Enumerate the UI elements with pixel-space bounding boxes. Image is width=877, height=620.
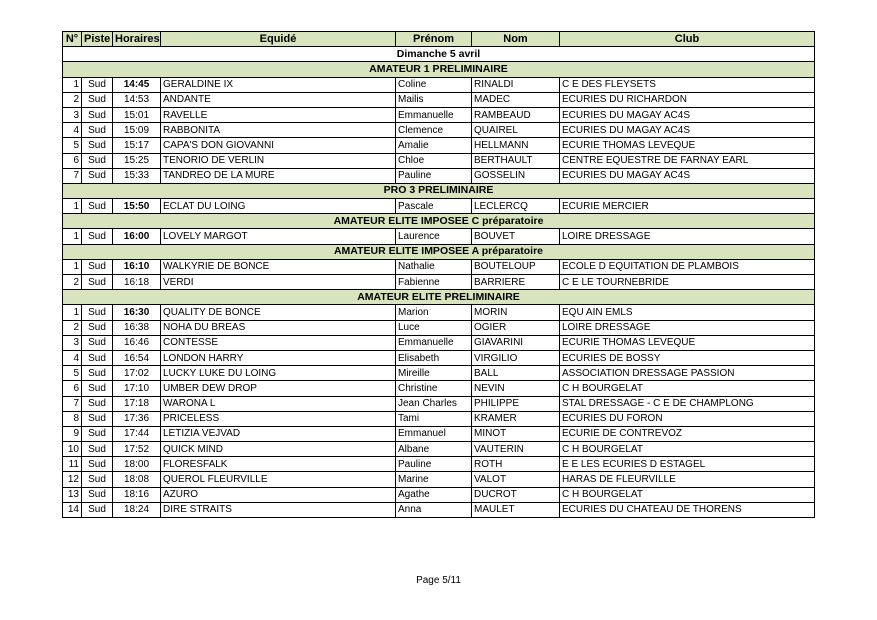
- cell-equide: FLORESFALK: [161, 457, 396, 472]
- cell-nom: VAUTERIN: [472, 442, 560, 457]
- cell-prenom: Amalie: [396, 138, 472, 153]
- cell-club: ECURIES DU MAGAY AC4S: [560, 123, 815, 138]
- cell-club: C H BOURGELAT: [560, 487, 815, 502]
- cell-nom: MORIN: [472, 305, 560, 320]
- cell-number: 6: [63, 381, 82, 396]
- cell-equide: ANDANTE: [161, 92, 396, 107]
- cell-nom: OGIER: [472, 320, 560, 335]
- section-title: AMATEUR ELITE IMPOSEE C préparatoire: [63, 214, 815, 229]
- cell-nom: MAULET: [472, 502, 560, 517]
- cell-horaire: 17:36: [113, 411, 161, 426]
- cell-club: ECURIE THOMAS LEVEQUE: [560, 138, 815, 153]
- cell-club: ECURIES DU CHATEAU DE THORENS: [560, 502, 815, 517]
- cell-horaire: 18:00: [113, 457, 161, 472]
- cell-horaire: 15:09: [113, 123, 161, 138]
- cell-club: ECURIES DU MAGAY AC4S: [560, 107, 815, 122]
- table-row: [63, 381, 815, 396]
- header-number: N°: [63, 32, 82, 47]
- cell-prenom: Emmanuelle: [396, 107, 472, 122]
- section-header-row: [63, 183, 815, 198]
- cell-prenom: Marine: [396, 472, 472, 487]
- page-number: Page 5/11: [416, 575, 461, 586]
- table-row: [63, 335, 815, 350]
- cell-horaire: 17:02: [113, 366, 161, 381]
- cell-horaire: 15:25: [113, 153, 161, 168]
- cell-equide: CAPA'S DON GIOVANNI: [161, 138, 396, 153]
- cell-club: ASSOCIATION DRESSAGE PASSION: [560, 366, 815, 381]
- cell-piste: Sud: [82, 442, 113, 457]
- cell-number: 9: [63, 426, 82, 441]
- cell-nom: NEVIN: [472, 381, 560, 396]
- cell-nom: VIRGILIO: [472, 350, 560, 365]
- cell-prenom: Fabienne: [396, 275, 472, 290]
- cell-piste: Sud: [82, 366, 113, 381]
- cell-equide: LONDON HARRY: [161, 350, 396, 365]
- cell-nom: DUCROT: [472, 487, 560, 502]
- cell-prenom: Marion: [396, 305, 472, 320]
- cell-horaire: 18:08: [113, 472, 161, 487]
- cell-horaire: 18:16: [113, 487, 161, 502]
- cell-club: EQU AIN EMLS: [560, 305, 815, 320]
- cell-nom: GOSSELIN: [472, 168, 560, 183]
- cell-nom: ROTH: [472, 457, 560, 472]
- date-row: [63, 47, 815, 62]
- cell-prenom: Pauline: [396, 168, 472, 183]
- cell-number: 12: [63, 472, 82, 487]
- cell-horaire: 16:10: [113, 259, 161, 274]
- cell-piste: Sud: [82, 396, 113, 411]
- cell-prenom: Anna: [396, 502, 472, 517]
- section-header-row: [63, 214, 815, 229]
- cell-prenom: Nathalie: [396, 259, 472, 274]
- cell-number: 4: [63, 350, 82, 365]
- cell-equide: UMBER DEW DROP: [161, 381, 396, 396]
- cell-club: ECURIE DE CONTREVOZ: [560, 426, 815, 441]
- cell-number: 7: [63, 168, 82, 183]
- table-row: [63, 350, 815, 365]
- cell-horaire: 18:24: [113, 502, 161, 517]
- cell-horaire: 16:38: [113, 320, 161, 335]
- cell-piste: Sud: [82, 472, 113, 487]
- cell-nom: RAMBEAUD: [472, 107, 560, 122]
- cell-club: ECURIES DU FORON: [560, 411, 815, 426]
- cell-nom: BOUTELOUP: [472, 259, 560, 274]
- table-row: [63, 426, 815, 441]
- cell-piste: Sud: [82, 229, 113, 244]
- cell-piste: Sud: [82, 411, 113, 426]
- cell-nom: BERTHAULT: [472, 153, 560, 168]
- cell-horaire: 16:30: [113, 305, 161, 320]
- cell-prenom: Pascale: [396, 199, 472, 214]
- cell-number: 3: [63, 335, 82, 350]
- section-header-row: [63, 62, 815, 77]
- cell-equide: QUICK MIND: [161, 442, 396, 457]
- cell-prenom: Mailis: [396, 92, 472, 107]
- section-title: AMATEUR ELITE PRELIMINAIRE: [63, 290, 815, 305]
- cell-club: LOIRE DRESSAGE: [560, 320, 815, 335]
- cell-horaire: 16:18: [113, 275, 161, 290]
- cell-equide: WALKYRIE DE BONCE: [161, 259, 396, 274]
- table-row: [63, 457, 815, 472]
- cell-horaire: 15:50: [113, 199, 161, 214]
- cell-number: 2: [63, 92, 82, 107]
- cell-horaire: 15:33: [113, 168, 161, 183]
- cell-number: 8: [63, 411, 82, 426]
- table-row: [63, 366, 815, 381]
- cell-number: 5: [63, 366, 82, 381]
- cell-nom: VALOT: [472, 472, 560, 487]
- cell-horaire: 17:18: [113, 396, 161, 411]
- cell-piste: Sud: [82, 381, 113, 396]
- table-row: [63, 502, 815, 517]
- table-row: [63, 77, 815, 92]
- cell-prenom: Clemence: [396, 123, 472, 138]
- cell-piste: Sud: [82, 153, 113, 168]
- header-horaires: Horaires: [113, 32, 161, 47]
- cell-equide: PRICELESS: [161, 411, 396, 426]
- cell-horaire: 16:54: [113, 350, 161, 365]
- cell-piste: Sud: [82, 335, 113, 350]
- cell-prenom: Pauline: [396, 457, 472, 472]
- cell-club: C E DES FLEYSETS: [560, 77, 815, 92]
- table-row: [63, 472, 815, 487]
- cell-equide: CONTESSE: [161, 335, 396, 350]
- header-row: [63, 32, 815, 47]
- cell-club: ECURIE THOMAS LEVEQUE: [560, 335, 815, 350]
- table-row: [63, 305, 815, 320]
- cell-nom: RINALDI: [472, 77, 560, 92]
- cell-horaire: 15:17: [113, 138, 161, 153]
- cell-nom: BOUVET: [472, 229, 560, 244]
- header-equide: Equidé: [161, 32, 396, 47]
- cell-number: 5: [63, 138, 82, 153]
- table-row: [63, 275, 815, 290]
- cell-piste: Sud: [82, 502, 113, 517]
- cell-equide: VERDI: [161, 275, 396, 290]
- date-label: Dimanche 5 avril: [63, 47, 815, 62]
- cell-equide: LETIZIA VEJVAD: [161, 426, 396, 441]
- header-prenom: Prénom: [396, 32, 472, 47]
- cell-number: 6: [63, 153, 82, 168]
- cell-number: 14: [63, 502, 82, 517]
- table-row: [63, 487, 815, 502]
- cell-nom: KRAMER: [472, 411, 560, 426]
- cell-equide: NOHA DU BREAS: [161, 320, 396, 335]
- cell-equide: QUEROL FLEURVILLE: [161, 472, 396, 487]
- cell-club: C H BOURGELAT: [560, 442, 815, 457]
- cell-piste: Sud: [82, 199, 113, 214]
- cell-number: 2: [63, 320, 82, 335]
- cell-nom: BALL: [472, 366, 560, 381]
- section-title: PRO 3 PRELIMINAIRE: [63, 183, 815, 198]
- cell-piste: Sud: [82, 259, 113, 274]
- cell-number: 10: [63, 442, 82, 457]
- table-row: [63, 320, 815, 335]
- cell-equide: DIRE STRAITS: [161, 502, 396, 517]
- table-row: [63, 259, 815, 274]
- section-header-row: [63, 244, 815, 259]
- section-header-row: [63, 290, 815, 305]
- cell-prenom: Emmanuel: [396, 426, 472, 441]
- cell-equide: AZURO: [161, 487, 396, 502]
- cell-club: HARAS DE FLEURVILLE: [560, 472, 815, 487]
- cell-nom: PHILIPPE: [472, 396, 560, 411]
- table-row: [63, 168, 815, 183]
- cell-horaire: 17:52: [113, 442, 161, 457]
- cell-nom: QUAIREL: [472, 123, 560, 138]
- cell-horaire: 14:53: [113, 92, 161, 107]
- cell-piste: Sud: [82, 457, 113, 472]
- cell-horaire: 17:10: [113, 381, 161, 396]
- cell-club: ECURIES DE BOSSY: [560, 350, 815, 365]
- section-title: AMATEUR ELITE IMPOSEE A préparatoire: [63, 244, 815, 259]
- cell-number: 13: [63, 487, 82, 502]
- cell-piste: Sud: [82, 487, 113, 502]
- cell-nom: MADEC: [472, 92, 560, 107]
- table-row: [63, 442, 815, 457]
- cell-prenom: Agathe: [396, 487, 472, 502]
- cell-club: LOIRE DRESSAGE: [560, 229, 815, 244]
- cell-nom: LECLERCQ: [472, 199, 560, 214]
- cell-equide: LUCKY LUKE DU LOING: [161, 366, 396, 381]
- cell-number: 1: [63, 77, 82, 92]
- cell-equide: ECLAT DU LOING: [161, 199, 396, 214]
- start-list-table: [62, 31, 815, 518]
- cell-piste: Sud: [82, 168, 113, 183]
- section-title: AMATEUR 1 PRELIMINAIRE: [63, 62, 815, 77]
- cell-club: ECURIES DU RICHARDON: [560, 92, 815, 107]
- cell-number: 1: [63, 229, 82, 244]
- cell-equide: LOVELY MARGOT: [161, 229, 396, 244]
- table-row: [63, 107, 815, 122]
- cell-club: E E LES ECURIES D ESTAGEL: [560, 457, 815, 472]
- cell-club: ECURIE MERCIER: [560, 199, 815, 214]
- table-row: [63, 153, 815, 168]
- cell-club: CENTRE EQUESTRE DE FARNAY EARL: [560, 153, 815, 168]
- table-row: [63, 411, 815, 426]
- cell-club: C H BOURGELAT: [560, 381, 815, 396]
- cell-prenom: Christine: [396, 381, 472, 396]
- cell-horaire: 16:46: [113, 335, 161, 350]
- cell-equide: RABBONITA: [161, 123, 396, 138]
- cell-equide: TANDREO DE LA MURE: [161, 168, 396, 183]
- cell-number: 3: [63, 107, 82, 122]
- table-row: [63, 123, 815, 138]
- cell-number: 1: [63, 259, 82, 274]
- cell-number: 2: [63, 275, 82, 290]
- cell-piste: Sud: [82, 92, 113, 107]
- cell-prenom: Chloe: [396, 153, 472, 168]
- header-club: Club: [560, 32, 815, 47]
- cell-piste: Sud: [82, 77, 113, 92]
- header-piste: Piste: [82, 32, 113, 47]
- cell-horaire: 14:45: [113, 77, 161, 92]
- table-row: [63, 138, 815, 153]
- cell-equide: RAVELLE: [161, 107, 396, 122]
- cell-nom: MINOT: [472, 426, 560, 441]
- cell-club: ECURIES DU MAGAY AC4S: [560, 168, 815, 183]
- cell-prenom: Albane: [396, 442, 472, 457]
- cell-equide: WARONA L: [161, 396, 396, 411]
- cell-piste: Sud: [82, 138, 113, 153]
- cell-piste: Sud: [82, 123, 113, 138]
- cell-prenom: Tami: [396, 411, 472, 426]
- table-row: [63, 92, 815, 107]
- cell-prenom: Elisabeth: [396, 350, 472, 365]
- cell-club: C E LE TOURNEBRIDE: [560, 275, 815, 290]
- cell-prenom: Emmanuelle: [396, 335, 472, 350]
- cell-prenom: Mireille: [396, 366, 472, 381]
- cell-nom: HELLMANN: [472, 138, 560, 153]
- cell-horaire: 17:44: [113, 426, 161, 441]
- table-row: [63, 229, 815, 244]
- table-row: [63, 199, 815, 214]
- cell-prenom: Coline: [396, 77, 472, 92]
- cell-piste: Sud: [82, 107, 113, 122]
- cell-number: 1: [63, 199, 82, 214]
- cell-horaire: 16:00: [113, 229, 161, 244]
- cell-piste: Sud: [82, 350, 113, 365]
- cell-piste: Sud: [82, 305, 113, 320]
- cell-prenom: Jean Charles: [396, 396, 472, 411]
- cell-piste: Sud: [82, 426, 113, 441]
- cell-piste: Sud: [82, 320, 113, 335]
- table-row: [63, 396, 815, 411]
- cell-club: ECOLE D EQUITATION DE PLAMBOIS: [560, 259, 815, 274]
- cell-piste: Sud: [82, 275, 113, 290]
- cell-number: 1: [63, 305, 82, 320]
- cell-prenom: Luce: [396, 320, 472, 335]
- cell-equide: TENORIO DE VERLIN: [161, 153, 396, 168]
- cell-equide: QUALITY DE BONCE: [161, 305, 396, 320]
- header-nom: Nom: [472, 32, 560, 47]
- table-body: [63, 47, 815, 518]
- cell-equide: GERALDINE IX: [161, 77, 396, 92]
- cell-horaire: 15:01: [113, 107, 161, 122]
- cell-nom: GIAVARINI: [472, 335, 560, 350]
- cell-prenom: Laurence: [396, 229, 472, 244]
- cell-nom: BARRIERE: [472, 275, 560, 290]
- cell-number: 11: [63, 457, 82, 472]
- cell-number: 7: [63, 396, 82, 411]
- cell-club: STAL DRESSAGE - C E DE CHAMPLONG: [560, 396, 815, 411]
- cell-number: 4: [63, 123, 82, 138]
